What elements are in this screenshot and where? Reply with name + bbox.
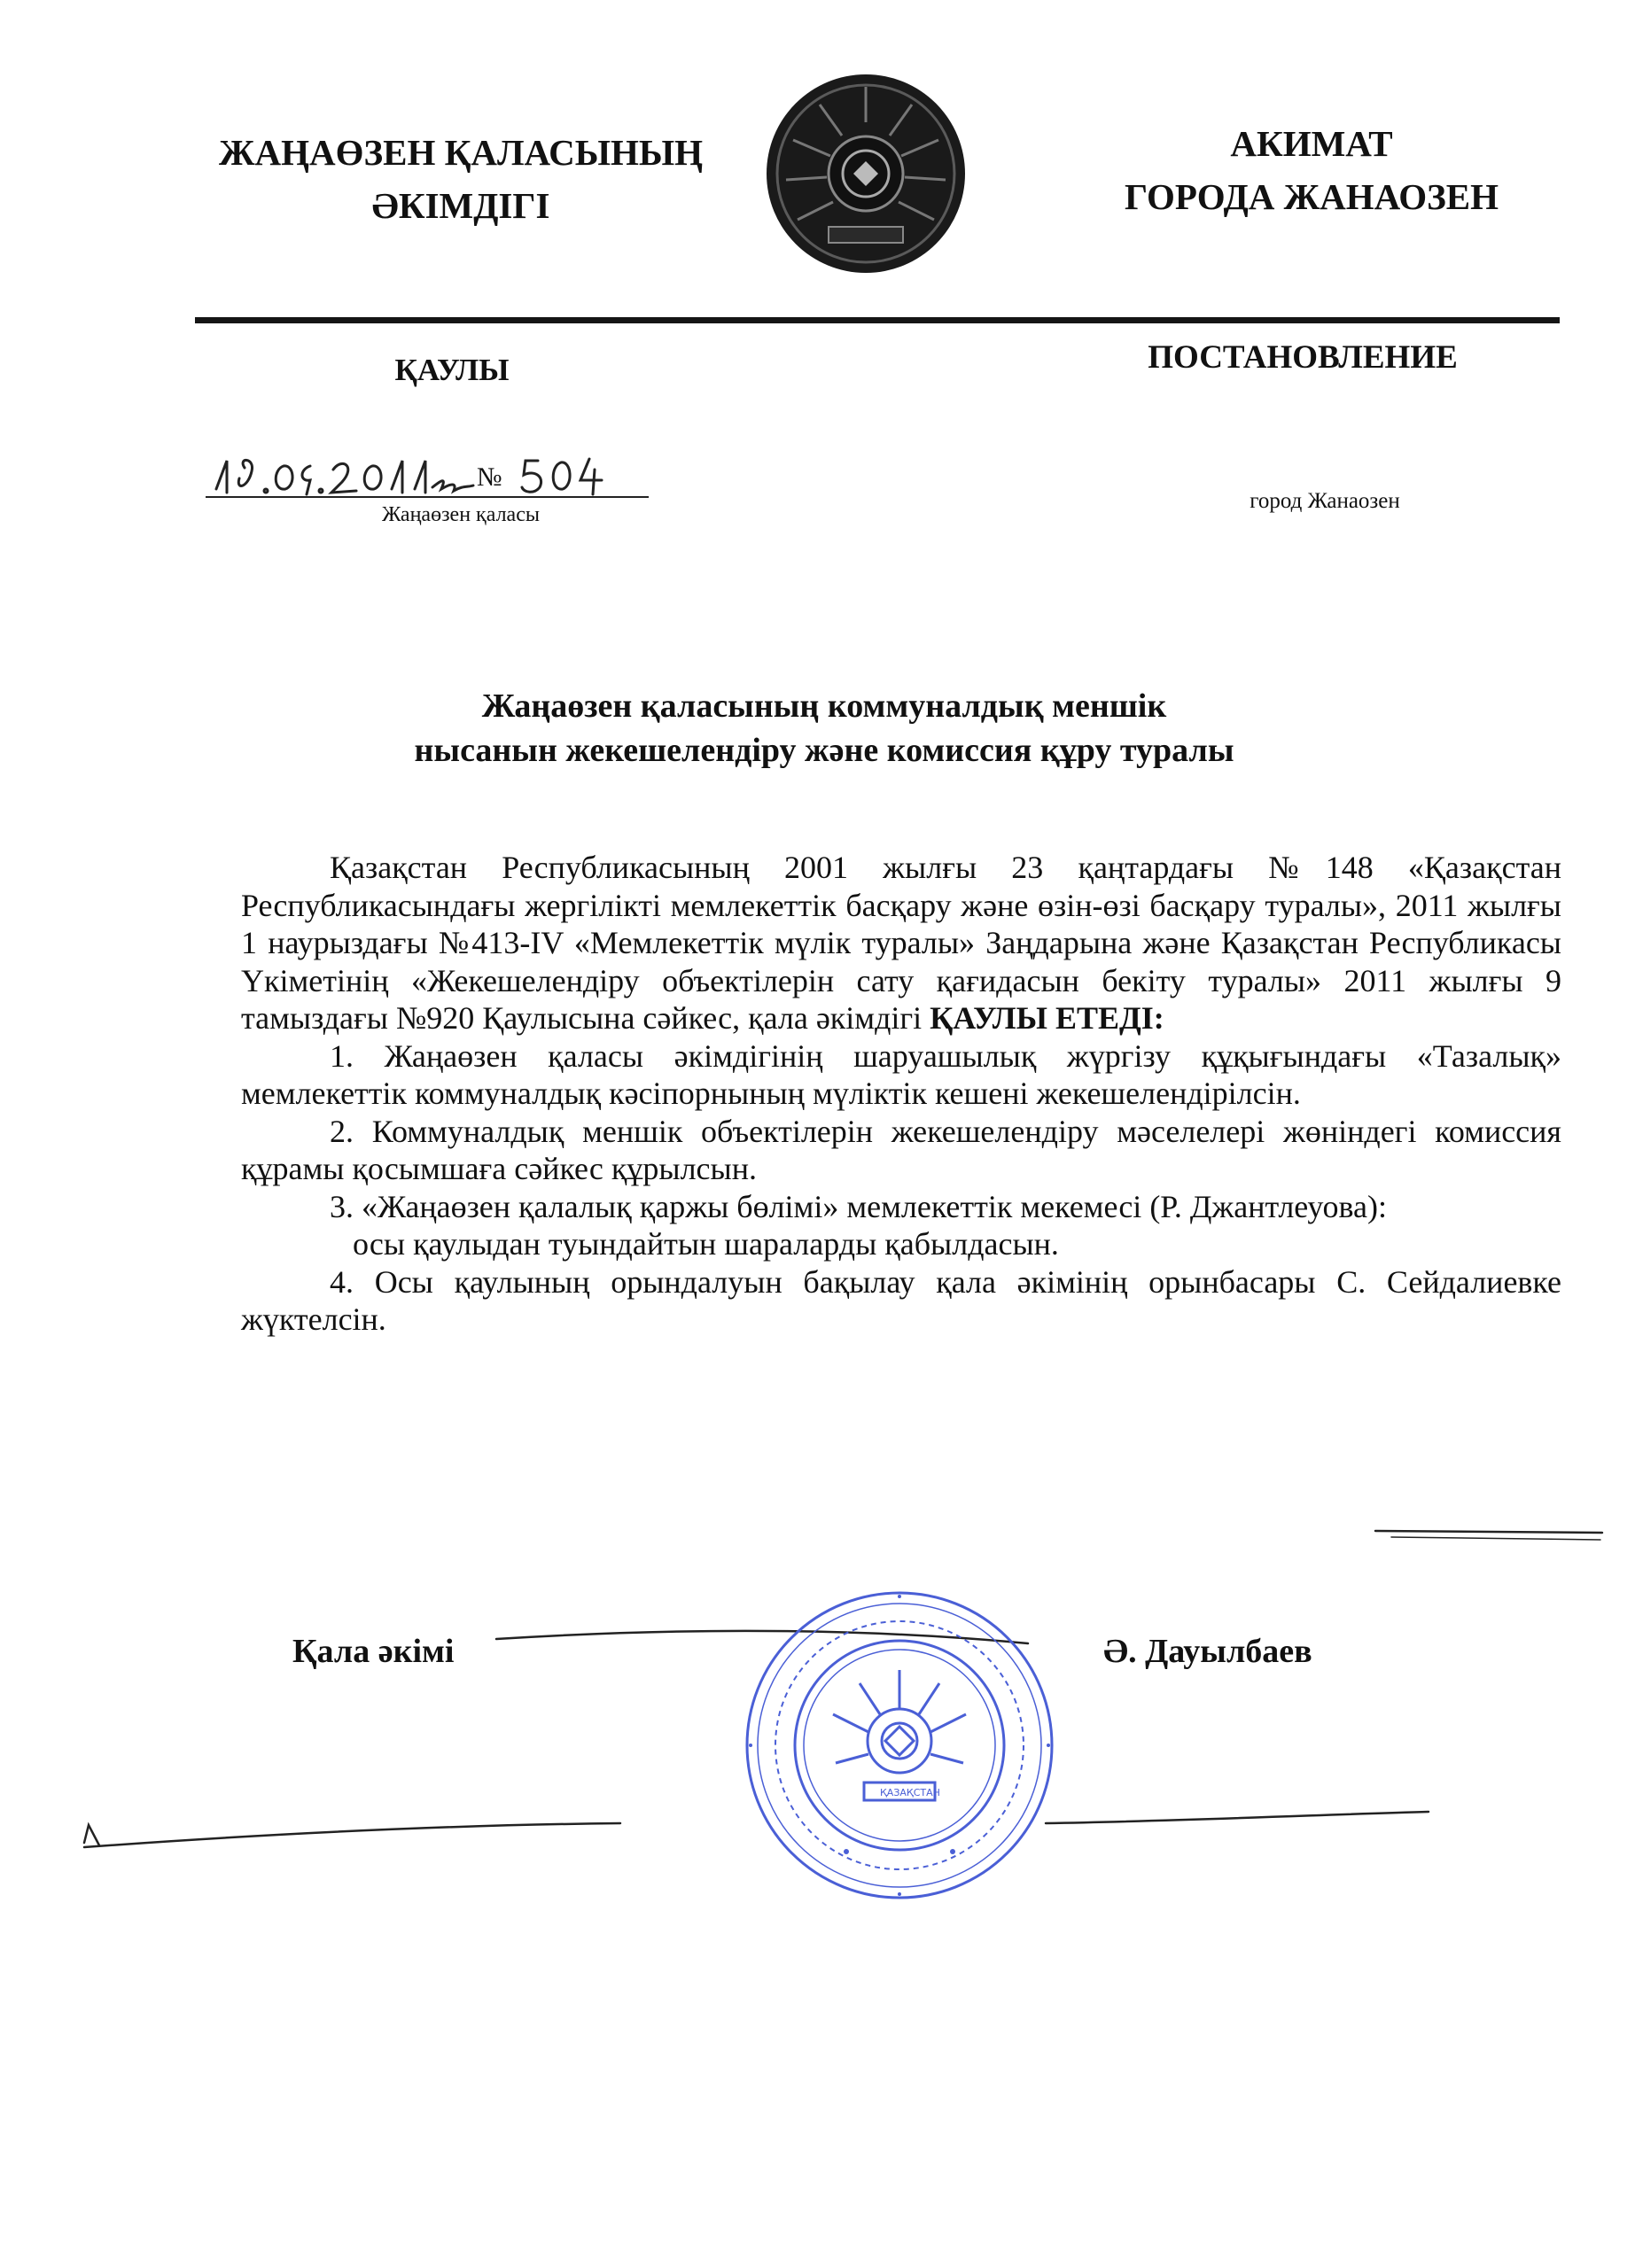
official-stamp-seal xyxy=(740,1586,1059,1905)
preamble-paragraph xyxy=(241,849,1561,1037)
header-divider xyxy=(195,317,1560,323)
document-title xyxy=(248,684,1400,773)
city-kz: Жаңаөзен қаласы xyxy=(382,503,540,526)
item-2: 2. Коммуналдық меншік объектілерін жекешелендіру мәселелері жөніндегі комиссия құрамы қосымшаға сәйкес құрылсын. xyxy=(241,1113,1561,1186)
document-body xyxy=(241,849,1561,1339)
header-kz-line1: ЖАҢАӨЗЕН ҚАЛАСЫНЫҢ xyxy=(218,132,704,173)
item-4: 4. Осы қаулының орындалуын бақылау қала әкімінің орынбасары С. Сейдалиевке жүктелсін. xyxy=(241,1263,1561,1337)
handwritten-date-text: 19.09.2011ж xyxy=(209,450,214,451)
preamble-text: Қазақстан Республикасының 2001 жылғы 23 қаңтардағы №148 «Қазақстан Республикасындағы жергілікті мемлекеттік басқару және өзін-өзі басқару туралы», 2011 жылғы 1 наурыздағы №413-IV «Мемлекеттік мүлік туралы» Заңдарына және Қазақстан Республикасы Үкіметінің «Жекешелендіру объектілерін сату қағидасын бекіту туралы» 2011 жылғы 9 тамыздағы №920 Қаулысына сәйкес, қала әкімдігі xyxy=(241,850,1561,1036)
doc-type-kz: ҚАУЛЫ xyxy=(394,353,510,387)
handwritten-number xyxy=(518,450,607,503)
header-ru-line2: ГОРОДА ЖАНАОЗЕН xyxy=(1124,176,1499,217)
header-ru-line1: АКИМАТ xyxy=(1230,123,1393,164)
handwritten-number-text: 504 xyxy=(518,450,520,451)
stamp-center-label: ҚАЗАҚСТАН xyxy=(880,1787,940,1798)
item-3: 3. «Жаңаөзен қалалық қаржы бөлімі» мемлекеттік мекемесі (Р. Джантлеуова): xyxy=(330,1188,1387,1224)
doc-type-ru: ПОСТАНОВЛЕНИЕ xyxy=(1148,339,1458,376)
signature-name: Ә. Дауылбаев xyxy=(1103,1633,1312,1670)
handwritten-date xyxy=(209,450,479,503)
item-3-sub: осы қаулыдан туындайтын шараларды қабылдасын. xyxy=(353,1226,1059,1262)
header-kz xyxy=(177,126,744,232)
decree-phrase: ҚАУЛЫ ЕТЕДІ: xyxy=(930,1000,1164,1036)
number-sign: № xyxy=(477,462,502,492)
header-kz-line2: ӘКІМДІГІ xyxy=(371,185,550,226)
date-number-underline xyxy=(206,496,649,498)
header-ru xyxy=(1081,117,1542,223)
title-line2: нысанын жекешелендіру және комиссия құру туралы xyxy=(414,732,1234,769)
title-line1: Жаңаөзен қаласының коммуналдық меншік xyxy=(481,687,1167,725)
city-ru: город Жанаозен xyxy=(1250,489,1400,513)
signature-title: Қала әкімі xyxy=(292,1633,455,1670)
item-1: 1. Жаңаөзен қаласы әкімдігінің шаруашылық жүргізу құқығындағы «Тазалық» мемлекеттік коммуналдық кәсіпорнының мүліктік кешені жекешелендірілсін. xyxy=(241,1037,1561,1111)
state-emblem-icon xyxy=(758,69,975,277)
